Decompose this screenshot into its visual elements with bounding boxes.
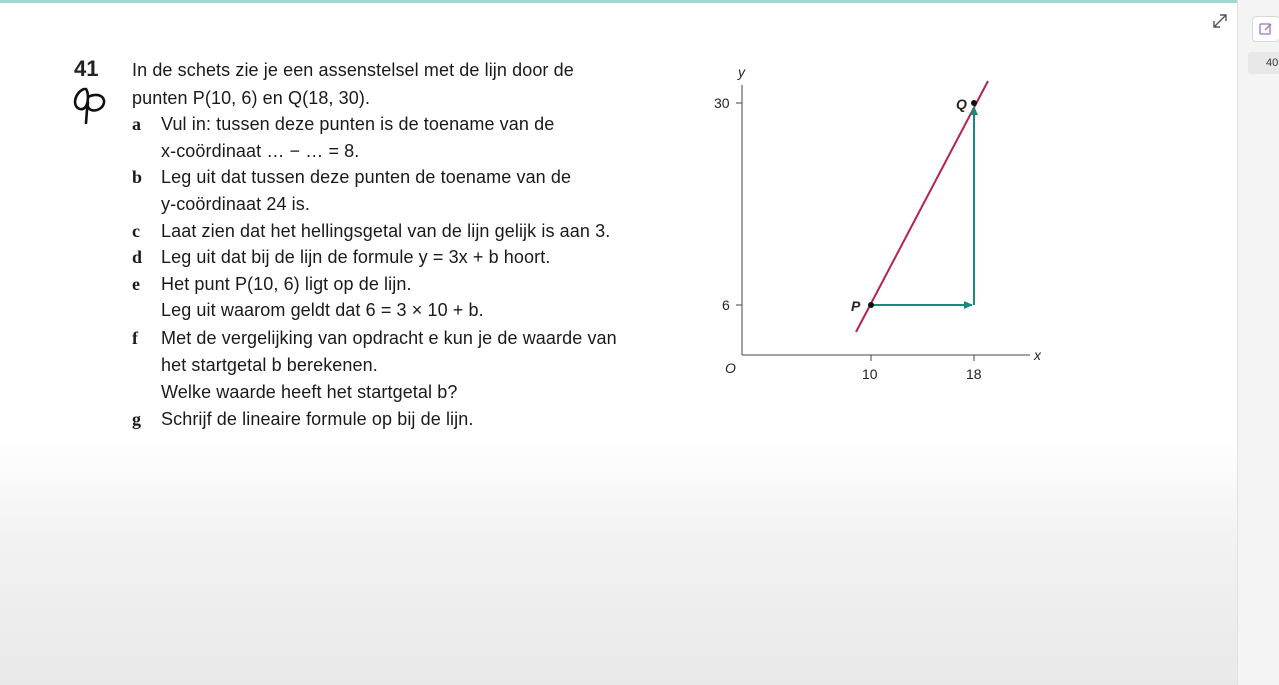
- point-p-label: P: [851, 298, 861, 314]
- item-a-line-1: Vul in: tussen deze punten is de toename van de: [161, 114, 555, 134]
- item-e-line-1: Het punt P(10, 6) ligt op de lijn.: [161, 274, 412, 294]
- item-b-line-1: Leg uit dat tussen deze punten de toename van de: [161, 167, 572, 187]
- item-d-line-1: Leg uit dat bij de lijn de formule y = 3x + b hoort.: [161, 247, 551, 267]
- origin-label: O: [725, 360, 736, 376]
- item-g-line-1: Schrijf de lineaire formule op bij de lijn.: [161, 409, 474, 429]
- coordinate-graph: [700, 55, 1060, 395]
- item-c-letter: c: [132, 221, 140, 241]
- expand-icon[interactable]: [1211, 12, 1229, 30]
- item-d-letter: d: [132, 247, 143, 267]
- handwritten-mark: [70, 83, 110, 127]
- item-f-line-1: Met de vergelijking van opdracht e kun je de waarde van: [161, 328, 617, 348]
- intro-line-2: punten P(10, 6) en Q(18, 30).: [132, 88, 371, 108]
- exercise-number: 41: [74, 56, 99, 81]
- edit-button[interactable]: [1252, 16, 1279, 42]
- x-tick-10: 10: [862, 366, 878, 382]
- item-e-letter: e: [132, 274, 140, 294]
- item-a-line-2: x-coördinaat … − … = 8.: [161, 141, 360, 161]
- right-sidebar: [1237, 0, 1279, 685]
- item-b-line-2: y-coördinaat 24 is.: [161, 194, 310, 214]
- y-tick-30: 30: [714, 95, 730, 111]
- item-f-line-2: het startgetal b berekenen.: [161, 355, 378, 375]
- point-q: [971, 100, 977, 106]
- y-tick-6: 6: [722, 297, 730, 313]
- page-indicator: 40: [1248, 52, 1279, 74]
- item-a-letter: a: [132, 114, 141, 134]
- x-tick-18: 18: [966, 366, 982, 382]
- item-f-line-3: Welke waarde heeft het startgetal b?: [161, 382, 458, 402]
- y-axis-label: y: [738, 64, 745, 80]
- top-accent-line: [0, 0, 1237, 3]
- item-b-letter: b: [132, 167, 143, 187]
- item-g-letter: g: [132, 409, 141, 429]
- intro-line-1: In de schets zie je een assenstelsel met de lijn door de: [132, 60, 574, 80]
- point-p: [868, 302, 874, 308]
- point-q-label: Q: [956, 96, 967, 112]
- item-c-line-1: Laat zien dat het hellingsgetal van de lijn gelijk is aan 3.: [161, 221, 611, 241]
- edit-icon: [1259, 22, 1273, 36]
- item-e-line-2: Leg uit waarom geldt dat 6 = 3 × 10 + b.: [161, 300, 484, 320]
- line-pq: [856, 81, 988, 332]
- item-f-letter: f: [132, 328, 138, 348]
- x-axis-label: x: [1034, 347, 1041, 363]
